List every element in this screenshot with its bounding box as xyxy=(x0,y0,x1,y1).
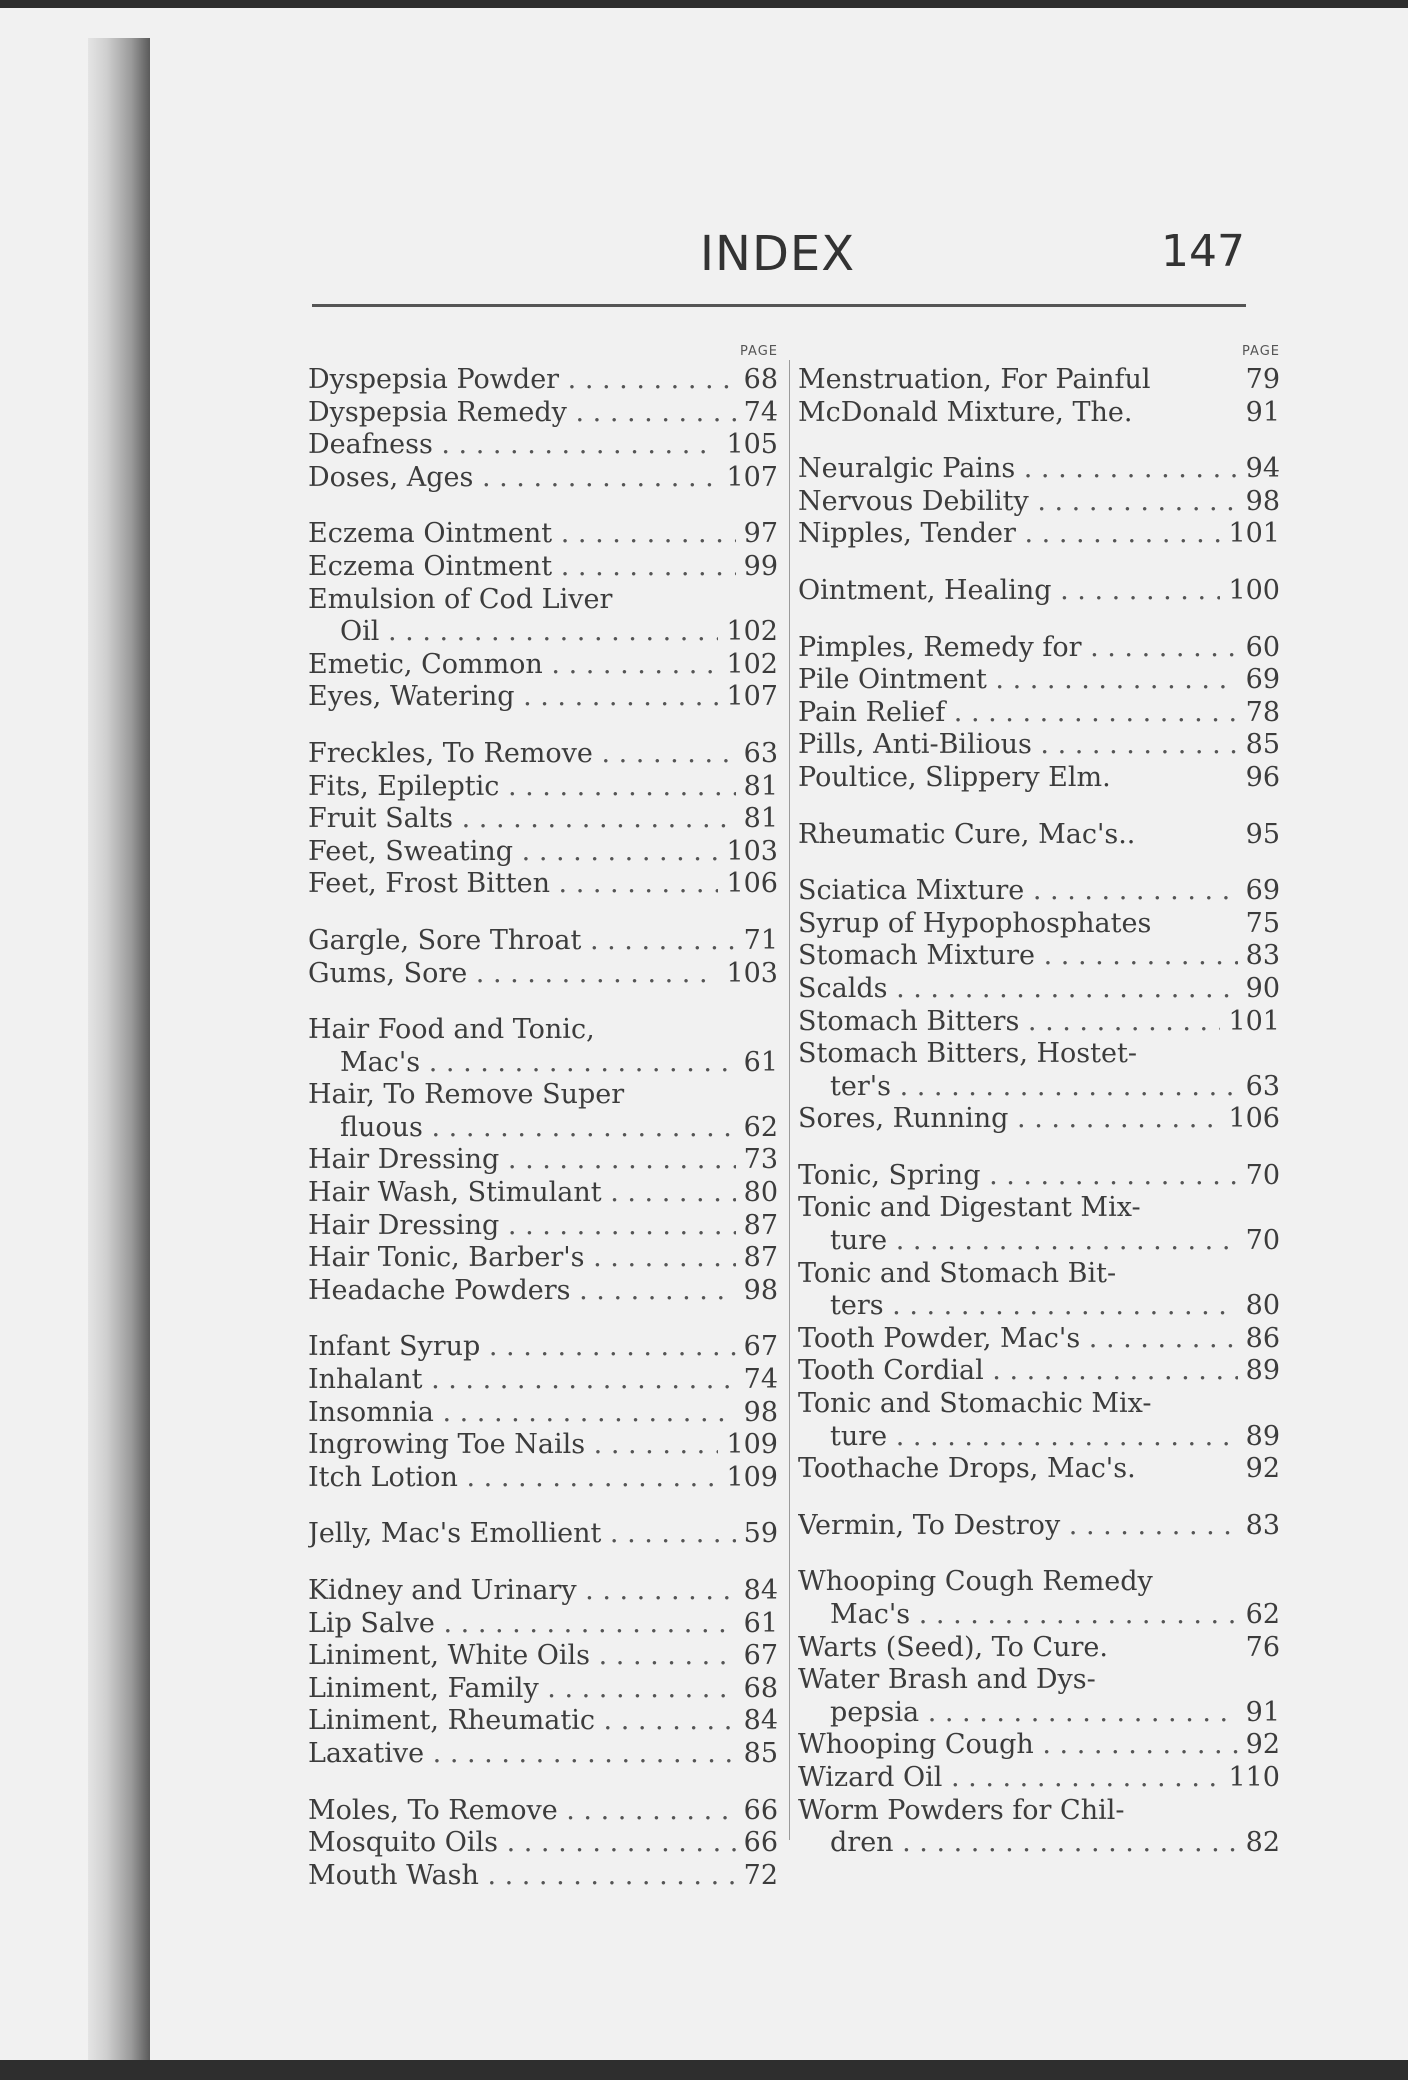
index-entry-page: 94 xyxy=(1245,453,1280,485)
index-entry-label: Infant Syrup . . . xyxy=(308,1331,736,1364)
index-entry-label: Hair Dressing . . . xyxy=(308,1210,736,1243)
index-entry-label: Laxative . . . xyxy=(308,1738,736,1771)
index-entry-label: Mac's . . . xyxy=(798,1599,1238,1632)
index-entry xyxy=(308,1112,778,1145)
index-entry xyxy=(308,649,778,682)
index-entry-label: Feet, Frost Bitten . . . xyxy=(308,868,718,901)
index-entry xyxy=(308,1177,778,1210)
index-entry-page: 69 xyxy=(1245,875,1280,907)
index-entry-label: Eczema Ointment . . . xyxy=(308,551,736,584)
index-entry-label: Toothache Drops, Mac's. xyxy=(798,1453,1136,1485)
index-entry xyxy=(798,762,1280,795)
index-entry xyxy=(798,1664,1280,1697)
index-entry-page: 87 xyxy=(743,1209,778,1241)
index-entry-label: Mosquito Oils . . . xyxy=(308,1827,736,1860)
index-entry-label: Stomach Bitters . . . xyxy=(798,1006,1220,1039)
index-entry-label: Liniment, Family . . . xyxy=(308,1673,736,1706)
index-entry xyxy=(308,364,778,397)
index-entry-page: 92 xyxy=(1245,1453,1280,1485)
index-entry xyxy=(798,1192,1280,1225)
index-entry-page: 79 xyxy=(1245,364,1280,395)
index-entry xyxy=(308,1705,778,1738)
index-entry-label: Lip Salve . . . xyxy=(308,1608,736,1641)
index-entry-page: 109 xyxy=(726,1429,778,1461)
index-entry-label: dren . . . xyxy=(798,1827,1238,1860)
index-entry-page: 106 xyxy=(1228,1103,1280,1135)
index-entry-label: Scalds . . . xyxy=(798,973,1238,1006)
index-entry xyxy=(798,1071,1280,1104)
index-entry xyxy=(798,1421,1280,1454)
index-entry-page: 76 xyxy=(1245,1631,1280,1663)
page-binding-shadow xyxy=(88,38,150,2060)
index-entry xyxy=(308,616,778,649)
index-entry-label: Syrup of Hypophosphates xyxy=(798,907,1152,939)
index-entry-page: 107 xyxy=(726,461,778,493)
index-entry-label: Hair Food and Tonic, xyxy=(308,1014,595,1046)
index-entry xyxy=(308,551,778,584)
index-entry-label: ter's . . . xyxy=(798,1071,1238,1104)
index-entry xyxy=(798,1290,1280,1323)
index-entry-label: Tooth Cordial . . . xyxy=(798,1355,1238,1388)
index-entry-page: 107 xyxy=(726,681,778,713)
index-entry-page: 100 xyxy=(1228,574,1280,606)
index-entry-page: 92 xyxy=(1245,1729,1280,1761)
index-entry-page: 61 xyxy=(743,1607,778,1639)
page-column-label: PAGE xyxy=(1242,344,1280,359)
index-entry-label: ters . . . xyxy=(798,1290,1238,1323)
index-entry xyxy=(308,1795,778,1828)
index-entry xyxy=(798,397,1280,430)
index-entry-label: Tonic, Spring . . . xyxy=(798,1160,1238,1193)
index-entry xyxy=(798,664,1280,697)
index-entry xyxy=(308,1014,778,1047)
index-entry-label: Pills, Anti-Bilious . . . xyxy=(798,729,1238,762)
index-entry-label: Kidney and Urinary . . . xyxy=(308,1575,736,1608)
index-entry-label: Pain Relief . . . xyxy=(798,697,1238,730)
index-entry-page: 105 xyxy=(726,429,778,461)
index-entry xyxy=(308,1079,778,1112)
index-entry xyxy=(308,1331,778,1364)
index-entry-label: Headache Powders . . . xyxy=(308,1275,736,1308)
index-entry-page: 87 xyxy=(743,1242,778,1274)
index-entry xyxy=(308,397,778,430)
index-entry-page: 103 xyxy=(726,835,778,867)
index-entry-page: 67 xyxy=(743,1640,778,1672)
index-entry-label: ture . . . xyxy=(798,1421,1238,1454)
index-entry-label: Feet, Sweating . . . xyxy=(308,836,718,869)
index-entry-label: Eczema Ointment . . . xyxy=(308,518,736,551)
index-entry-page: 80 xyxy=(743,1177,778,1209)
index-entry xyxy=(798,1103,1280,1136)
index-entry-page: 84 xyxy=(743,1575,778,1606)
index-entry-label: Hair Tonic, Barber's . . . xyxy=(308,1242,736,1275)
index-entry xyxy=(308,584,778,617)
index-entry xyxy=(798,575,1280,608)
index-entry-label: McDonald Mixture, The. xyxy=(798,396,1133,428)
index-entry-label: Stomach Mixture . . . xyxy=(798,940,1238,973)
index-entry-page: 91 xyxy=(1245,1696,1280,1728)
index-entry-label: Menstruation, For Painful xyxy=(798,364,1151,395)
index-entry-label: Fruit Salts . . . xyxy=(308,803,736,836)
index-entry-page: 91 xyxy=(1245,396,1280,428)
index-entry-page: 75 xyxy=(1245,907,1280,939)
index-entry-label: fluous . . . xyxy=(308,1112,736,1145)
index-entry xyxy=(308,1673,778,1706)
index-entry-label: Liniment, Rheumatic . . . xyxy=(308,1705,736,1738)
index-entry-page: 61 xyxy=(743,1046,778,1078)
index-entry-label: Sciatica Mixture . . . xyxy=(798,875,1238,908)
index-entry-page: 96 xyxy=(1245,761,1280,793)
index-entry-page: 68 xyxy=(743,364,778,395)
index-entry-label: Warts (Seed), To Cure. xyxy=(798,1631,1108,1663)
index-entry-page: 69 xyxy=(1245,664,1280,696)
index-entry-label: Nipples, Tender . . . xyxy=(798,518,1220,551)
index-entry xyxy=(798,729,1280,762)
index-entry-label: Fits, Epileptic . . . xyxy=(308,771,736,804)
index-entry xyxy=(308,1738,778,1771)
index-entry xyxy=(308,958,778,991)
index-entry-page: 102 xyxy=(726,648,778,680)
index-entry-page: 83 xyxy=(1245,1509,1280,1541)
index-entry-page: 63 xyxy=(1245,1070,1280,1102)
index-entry xyxy=(798,1038,1280,1071)
index-entry-label: Jelly, Mac's Emollient . . . xyxy=(308,1518,736,1551)
index-entry-label: pepsia . . . xyxy=(798,1697,1238,1730)
index-entry-page: 66 xyxy=(743,1794,778,1826)
index-entry xyxy=(798,1599,1280,1632)
index-entry xyxy=(798,632,1280,665)
index-entry-label: Gargle, Sore Throat . . . xyxy=(308,925,736,958)
index-entry-page: 101 xyxy=(1228,518,1280,550)
index-entry-page: 67 xyxy=(743,1331,778,1363)
index-entry-label: Water Brash and Dys- xyxy=(798,1664,1096,1696)
index-entry xyxy=(798,1827,1280,1860)
index-entry-label: Emetic, Common . . . xyxy=(308,649,718,682)
index-entry-page: 86 xyxy=(1245,1322,1280,1354)
index-entry xyxy=(308,1047,778,1080)
index-entry-page: 73 xyxy=(743,1144,778,1176)
index-entry xyxy=(308,1518,778,1551)
index-entry-label: Gums, Sore . . . xyxy=(308,958,718,991)
index-entry-label: Tonic and Stomachic Mix- xyxy=(798,1388,1152,1420)
index-entry-label: Tonic and Stomach Bit- xyxy=(798,1257,1117,1289)
index-entry-page: 85 xyxy=(743,1737,778,1769)
index-entry xyxy=(308,803,778,836)
index-entry xyxy=(308,518,778,551)
index-entry-page: 85 xyxy=(1245,729,1280,761)
index-entry-label: Vermin, To Destroy . . . xyxy=(798,1510,1238,1543)
index-entry xyxy=(308,1860,778,1893)
index-entry-page: 72 xyxy=(743,1859,778,1891)
index-entry-page: 66 xyxy=(743,1827,778,1859)
index-entry-page: 71 xyxy=(743,924,778,956)
index-entry xyxy=(308,1429,778,1462)
index-entry xyxy=(798,1729,1280,1762)
index-entry-page: 90 xyxy=(1245,972,1280,1004)
index-entry xyxy=(798,364,1280,397)
index-entry-label: Inhalant . . . xyxy=(308,1364,736,1397)
index-entry xyxy=(798,1160,1280,1193)
index-entry-label: Eyes, Watering . . . xyxy=(308,681,718,714)
index-entry xyxy=(308,836,778,869)
index-entry-label: Whooping Cough . . . xyxy=(798,1729,1238,1762)
index-entry-label: Hair Wash, Stimulant . . . xyxy=(308,1177,736,1210)
index-entry-page: 84 xyxy=(743,1705,778,1737)
index-entry-page: 70 xyxy=(1245,1225,1280,1257)
index-entry-page: 74 xyxy=(743,396,778,428)
index-entry-page: 101 xyxy=(1228,1005,1280,1037)
index-entry xyxy=(308,738,778,771)
index-entry xyxy=(798,1355,1280,1388)
index-entry xyxy=(308,1364,778,1397)
index-entry-label: Ointment, Healing . . . xyxy=(798,575,1220,608)
index-entry-label: Liniment, White Oils . . . xyxy=(308,1640,736,1673)
index-entry xyxy=(798,1323,1280,1356)
index-entry-page: 99 xyxy=(743,550,778,582)
index-entry xyxy=(308,681,778,714)
index-entry xyxy=(798,1006,1280,1039)
index-entry xyxy=(798,1258,1280,1291)
index-entry xyxy=(308,925,778,958)
index-entry-label: Neuralgic Pains . . . xyxy=(798,453,1238,486)
index-entry xyxy=(308,1397,778,1430)
index-entry-page: 106 xyxy=(726,868,778,900)
index-entry-page: 62 xyxy=(743,1111,778,1143)
page-title: INDEX xyxy=(699,226,856,282)
index-entry xyxy=(308,771,778,804)
index-entry-label: Mouth Wash . . . xyxy=(308,1860,736,1893)
index-entry-label: Poultice, Slippery Elm. xyxy=(798,761,1111,793)
index-entry-label: Doses, Ages . . . xyxy=(308,462,718,495)
index-entry xyxy=(308,1640,778,1673)
index-entry-page: 103 xyxy=(726,957,778,989)
index-column-right xyxy=(798,344,1280,1860)
index-entry xyxy=(798,1388,1280,1421)
index-entry-label: Moles, To Remove . . . xyxy=(308,1795,736,1828)
index-entry-page: 60 xyxy=(1245,631,1280,663)
index-entry xyxy=(798,908,1280,941)
index-entry xyxy=(798,1510,1280,1543)
index-entry-label: Worm Powders for Chil- xyxy=(798,1794,1125,1826)
index-entry xyxy=(308,1242,778,1275)
index-entry-label: Wizard Oil . . . xyxy=(798,1762,1220,1795)
index-entry xyxy=(798,1795,1280,1828)
index-entry-label: Tooth Powder, Mac's . . . xyxy=(798,1323,1238,1356)
index-entry-page: 83 xyxy=(1245,940,1280,972)
page-column-label: PAGE xyxy=(740,344,778,359)
index-entry-page: 70 xyxy=(1245,1159,1280,1191)
index-entry xyxy=(798,940,1280,973)
index-entry-label: Itch Lotion . . . xyxy=(308,1462,718,1495)
index-entry xyxy=(308,1210,778,1243)
index-entry-label: Mac's . . . xyxy=(308,1047,736,1080)
index-entry xyxy=(308,868,778,901)
index-entry-label: Freckles, To Remove . . . xyxy=(308,738,736,771)
index-entry-label: Tonic and Digestant Mix- xyxy=(798,1192,1141,1224)
index-entry-page: 89 xyxy=(1245,1355,1280,1387)
index-entry-page: 97 xyxy=(743,518,778,550)
index-entry xyxy=(798,875,1280,908)
index-entry-label: Rheumatic Cure, Mac's.. xyxy=(798,818,1136,850)
index-entry xyxy=(798,697,1280,730)
index-entry-label: Dyspepsia Powder . . . xyxy=(308,364,736,397)
index-entry xyxy=(308,1144,778,1177)
index-entry xyxy=(798,1762,1280,1795)
index-entry-page: 78 xyxy=(1245,696,1280,728)
index-entry xyxy=(308,1275,778,1308)
index-entry-page: 81 xyxy=(743,803,778,835)
index-entry-label: Sores, Running . . . xyxy=(798,1103,1220,1136)
index-entry xyxy=(308,462,778,495)
index-entry-label: Insomnia . . . xyxy=(308,1397,736,1430)
index-entry-page: 59 xyxy=(743,1518,778,1550)
index-entry-label: Hair, To Remove Super xyxy=(308,1079,625,1111)
book-page xyxy=(0,8,1408,2060)
index-entry xyxy=(798,973,1280,1006)
index-entry-label: Deafness . . . xyxy=(308,429,718,462)
column-divider xyxy=(789,360,790,1840)
index-entry xyxy=(308,1608,778,1641)
index-entry xyxy=(308,1575,778,1608)
index-entry-label: Hair Dressing . . . xyxy=(308,1144,736,1177)
index-entry-label: Nervous Debility . . . xyxy=(798,486,1238,519)
index-entry-page: 110 xyxy=(1228,1761,1280,1793)
index-entry-page: 74 xyxy=(743,1364,778,1396)
page-number: 147 xyxy=(1161,226,1245,277)
index-entry xyxy=(798,486,1280,519)
index-entry-page: 68 xyxy=(743,1672,778,1704)
index-entry-label: Oil . . . xyxy=(308,616,718,649)
index-entry xyxy=(798,1632,1280,1665)
index-entry-label: Pimples, Remedy for . . . xyxy=(798,632,1238,665)
index-entry-label: ture . . . xyxy=(798,1225,1238,1258)
header-rule xyxy=(312,304,1246,307)
index-entry-page: 98 xyxy=(743,1274,778,1306)
index-entry-label: Stomach Bitters, Hostet- xyxy=(798,1038,1137,1070)
index-entry-label: Pile Ointment . . . xyxy=(798,664,1238,697)
index-entry-page: 98 xyxy=(743,1396,778,1428)
index-entry-page: 80 xyxy=(1245,1290,1280,1322)
index-entry-page: 109 xyxy=(726,1461,778,1493)
index-entry-label: Ingrowing Toe Nails . . . xyxy=(308,1429,718,1462)
index-entry-page: 62 xyxy=(1245,1599,1280,1630)
index-entry-page: 89 xyxy=(1245,1420,1280,1452)
index-entry xyxy=(798,1225,1280,1258)
index-entry-page: 98 xyxy=(1245,485,1280,517)
index-entry xyxy=(798,1697,1280,1730)
index-entry-label: Whooping Cough Remedy xyxy=(798,1566,1153,1598)
index-entry xyxy=(798,1566,1280,1599)
index-column-left xyxy=(308,344,778,1892)
index-entry xyxy=(308,1827,778,1860)
index-entry-label: Emulsion of Cod Liver xyxy=(308,583,613,615)
index-entry-page: 102 xyxy=(726,616,778,648)
index-entry-page: 95 xyxy=(1245,818,1280,850)
index-entry xyxy=(798,518,1280,551)
index-entry xyxy=(798,819,1280,852)
index-entry xyxy=(308,1462,778,1495)
index-entry-page: 63 xyxy=(743,737,778,769)
index-entry xyxy=(798,1453,1280,1486)
index-entry xyxy=(308,429,778,462)
page-header xyxy=(310,226,1245,296)
index-entry-page: 81 xyxy=(743,770,778,802)
index-entry-label: Dyspepsia Remedy . . . xyxy=(308,397,736,430)
index-entry xyxy=(798,453,1280,486)
index-entry-page: 82 xyxy=(1245,1827,1280,1859)
